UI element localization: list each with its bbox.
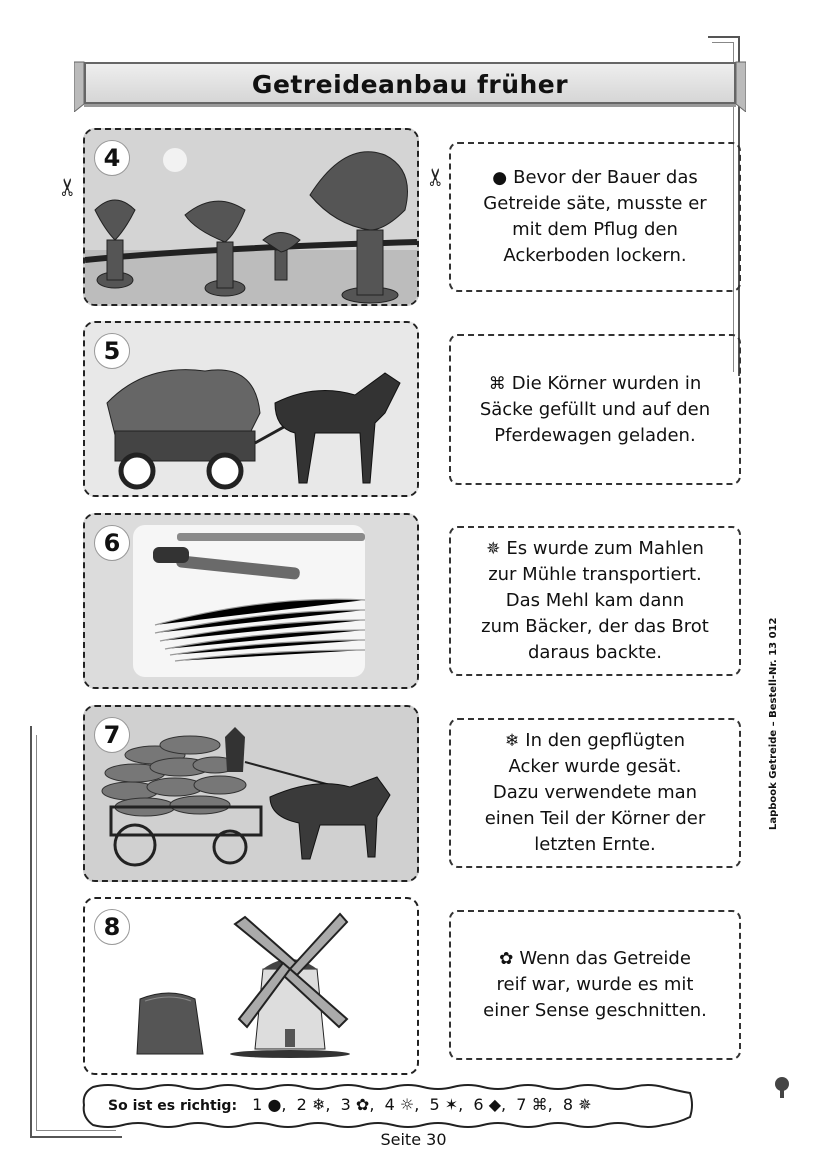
answer-item: 2 ❄, — [296, 1095, 336, 1114]
windmill-sack-image — [85, 899, 417, 1073]
answer-item: 5 ✶, — [429, 1095, 469, 1114]
frame-line — [36, 735, 37, 1130]
answer-item: 7 ⌘, — [516, 1095, 558, 1114]
answer-item: 4 ☼, — [384, 1095, 425, 1114]
text-line: mit dem Pflug den — [512, 219, 678, 240]
text-line: einen Teil der Körner der — [484, 808, 706, 829]
text-line: Es wurde zum Mahlen — [506, 538, 704, 559]
text-card-7[interactable] — [449, 718, 741, 868]
text-line: Dazu verwendete man — [492, 782, 698, 803]
card-number: 4 — [94, 140, 130, 176]
flail-image — [85, 515, 417, 687]
sack-wagon-image — [85, 707, 417, 880]
page-title: Getreideanbau früher — [251, 70, 569, 99]
drop-icon: ● — [492, 168, 508, 188]
title-banner — [74, 56, 746, 112]
flower-icon: ✿ — [499, 949, 514, 969]
text-line: Acker wurde gesät. — [508, 756, 682, 777]
publisher-logo — [772, 1070, 802, 1100]
text-line: zur Mühle transportiert. — [488, 564, 702, 585]
scissors-icon: ✂ — [422, 166, 451, 188]
text-card-5[interactable] — [449, 334, 741, 485]
answer-label: So ist es richtig: — [108, 1098, 238, 1114]
picture-card-5[interactable] — [83, 321, 419, 497]
frame-line — [708, 36, 740, 38]
text-line: Getreide säte, musste er — [483, 193, 707, 214]
answer-key — [78, 1083, 696, 1129]
text-line: Das Mehl kam dann — [505, 590, 685, 611]
command-icon: ⌘ — [488, 373, 506, 394]
frame-line — [712, 42, 734, 43]
text-line: Säcke gefüllt und auf den — [479, 398, 711, 420]
scissors-icon: ✂ — [54, 176, 83, 198]
answer-item: 1 ●, — [252, 1095, 292, 1114]
text-card-4[interactable] — [449, 142, 741, 292]
picture-card-4[interactable] — [83, 128, 419, 306]
picture-card-7[interactable] — [83, 705, 419, 882]
picture-card-8[interactable] — [83, 897, 419, 1075]
answer-text — [108, 1095, 592, 1114]
text-card-8[interactable] — [449, 910, 741, 1060]
card-number: 6 — [94, 525, 130, 561]
text-line: einer Sense geschnitten. — [483, 1000, 707, 1021]
card-number: 5 — [94, 333, 130, 369]
starburst-icon: ✵ — [486, 539, 501, 559]
side-order-number: Lapbook Getreide – Bestell-Nr. 13 012 — [768, 617, 779, 830]
text-line: Ackerboden lockern. — [503, 245, 687, 266]
answer-item: 3 ✿, — [340, 1095, 380, 1114]
frame-line — [30, 726, 32, 1138]
text-line: letzten Ernte. — [534, 834, 656, 855]
text-line: Die Körner wurden in — [511, 372, 702, 394]
card-number: 8 — [94, 909, 130, 945]
wheat-sheaves-image — [85, 130, 417, 304]
page-number: Seite 30 — [380, 1130, 447, 1149]
hay-wagon-image — [85, 323, 417, 495]
text-card-6[interactable] — [449, 526, 741, 676]
answer-item: 8 ✵ — [562, 1095, 592, 1114]
text-line: In den gepflügten — [525, 730, 685, 751]
text-line: zum Bäcker, der das Brot — [481, 616, 709, 637]
card-number: 7 — [94, 717, 130, 753]
text-line: Pferdewagen geladen. — [494, 424, 696, 446]
answer-item: 6 ◆, — [473, 1095, 512, 1114]
text-line: daraus backte. — [527, 642, 662, 663]
text-line: Bevor der Bauer das — [513, 167, 698, 188]
snowflake-icon: ❄ — [505, 731, 520, 751]
text-line: Wenn das Getreide — [519, 948, 691, 969]
picture-card-6[interactable] — [83, 513, 419, 689]
text-line: reif war, wurde es mit — [496, 974, 694, 995]
